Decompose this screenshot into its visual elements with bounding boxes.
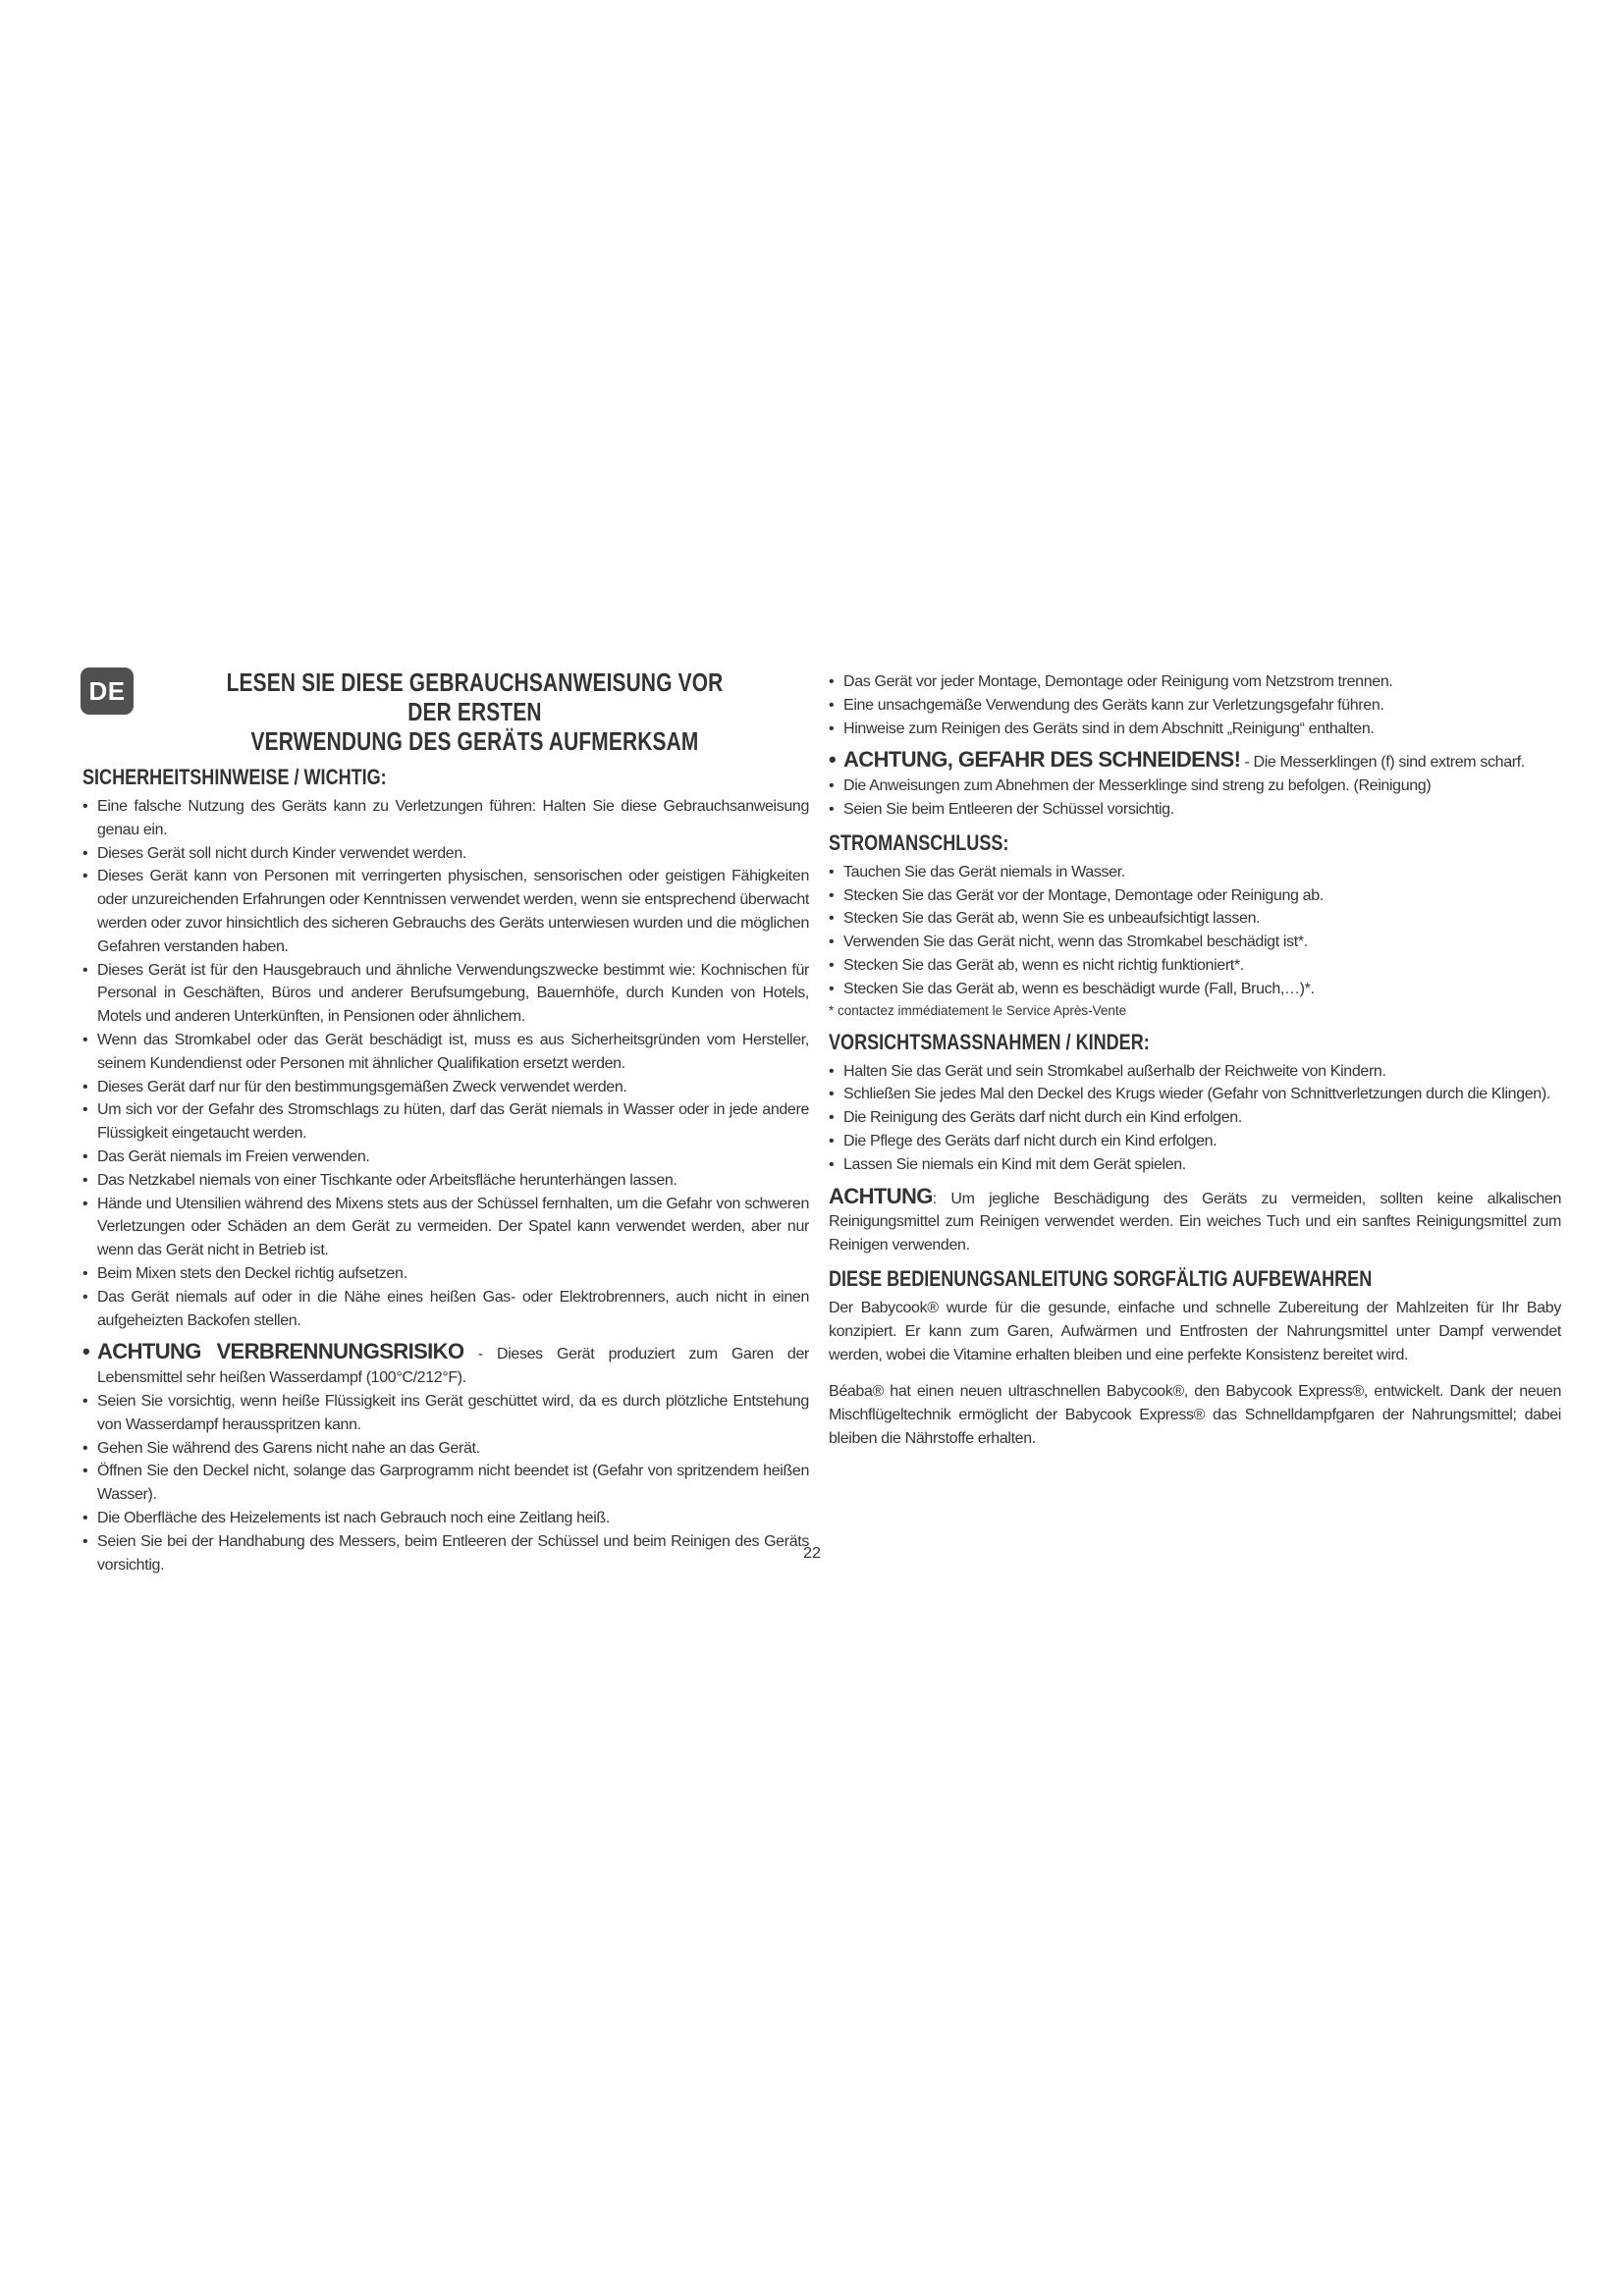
cut-warning bbox=[829, 748, 1561, 774]
express-paragraph: Béaba® hat einen neuen ultraschnellen Babycook®, den Babycook Express®, entwickelt. Dank der neuen Mischflügeltechnik ermöglicht der Babycook Express® das Schnelldampfgaren der Nahrungsmittel; dabei bleiben die Nährstoffe erhalten. bbox=[829, 1383, 1561, 1447]
page-title bbox=[218, 668, 731, 757]
list-item: • Um sich vor der Gefahr des Stromschlags zu hüten, darf das Gerät niemals in Wasser oder in jede andere Flüssigkeit eingetaucht werden. bbox=[82, 1098, 809, 1146]
cut-list bbox=[829, 774, 1561, 822]
service-note: * contactez immédiatement le Service Après-Vente bbox=[829, 1002, 1127, 1018]
list-item: • Die Anweisungen zum Abnehmen der Messerklinge sind streng zu befolgen. (Reinigung) bbox=[829, 774, 1561, 798]
list-item: • Seien Sie beim Entleeren der Schüssel vorsichtig. bbox=[829, 798, 1561, 822]
list-item: • Stecken Sie das Gerät ab, wenn es nicht richtig funktioniert*. bbox=[829, 954, 1561, 978]
right-column bbox=[829, 670, 1561, 1451]
left-column bbox=[82, 764, 809, 1576]
section-heading-safety: SICHERHEITSHINWEISE / WICHTIG: bbox=[82, 765, 387, 789]
list-item: • Dieses Gerät kann von Personen mit verringerten physischen, sensorischen oder geistigen Fähigkeiten oder unzureichenden Erfahrungen oder Kenntnissen verwendet werden, wenn sie entsprechend überwacht werden oder zuvor hinsichtlich des sicheren Gebrauchs des Geräts unterwiesen wurden und die möglichen Gefahren verstanden haben. bbox=[82, 865, 809, 958]
burn-warning bbox=[82, 1340, 809, 1390]
burn-warning-heading: ACHTUNG VERBRENNUNGSRISIKO bbox=[97, 1339, 464, 1364]
list-item: • Hinweise zum Reinigen des Geräts sind in dem Abschnitt „Reinigung“ enthalten. bbox=[829, 718, 1561, 741]
list-item: • Stecken Sie das Gerät ab, wenn es beschädigt wurde (Fall, Bruch,…)*. bbox=[829, 978, 1561, 1001]
list-item: • Eine falsche Nutzung des Geräts kann zu Verletzungen führen: Halten Sie diese Gebrauchsanweisung genau ein. bbox=[82, 795, 809, 842]
page-title-line-1: LESEN SIE DIESE GEBRAUCHSANWEISUNG VOR DER ERSTEN bbox=[226, 669, 724, 726]
list-item: • Schließen Sie jedes Mal den Deckel des Krugs wieder (Gefahr von Schnittverletzungen durch die Klingen). bbox=[829, 1083, 1561, 1106]
cleaning-notice-heading: ACHTUNG bbox=[829, 1183, 933, 1208]
list-item: • Eine unsachgemäße Verwendung des Geräts kann zur Verletzungsgefahr führen. bbox=[829, 694, 1561, 718]
list-item: • Gehen Sie während des Garens nicht nahe an das Gerät. bbox=[82, 1437, 809, 1461]
list-item: • Die Oberfläche des Heizelements ist nach Gebrauch noch eine Zeitlang heiß. bbox=[82, 1507, 809, 1530]
list-item: • Dieses Gerät darf nur für den bestimmungsgemäßen Zweck verwendet werden. bbox=[82, 1076, 809, 1099]
list-item: • Hände und Utensilien während des Mixens stets aus der Schüssel fernhalten, um die Gefahr von schweren Verletzungen oder Schäden an dem Gerät zu vermeiden. Der Spatel kann verwendet werden, aber nur wenn das Gerät nicht in Betrieb ist. bbox=[82, 1193, 809, 1262]
section-heading-children: VORSICHTSMASSNAHMEN / KINDER: bbox=[829, 1029, 1150, 1054]
cleaning-notice bbox=[829, 1185, 1561, 1257]
list-item: • Das Gerät niemals auf oder in die Nähe eines heißen Gas- oder Elektrobrenners, auch nicht in einen aufgeheizten Backofen stellen. bbox=[82, 1286, 809, 1333]
power-list bbox=[829, 861, 1561, 1001]
cut-warning-text: - Die Messerklingen (f) sind extrem scharf. bbox=[1240, 754, 1525, 772]
list-item: • Lassen Sie niemals ein Kind mit dem Gerät spielen. bbox=[829, 1153, 1561, 1177]
list-item: • Wenn das Stromkabel oder das Gerät beschädigt ist, muss es aus Sicherheitsgründen vom Hersteller, seinem Kundendienst oder Personen mit ähnlicher Qualifikation ersetzt werden. bbox=[82, 1029, 809, 1076]
list-item: • Verwenden Sie das Gerät nicht, wenn das Stromkabel beschädigt ist*. bbox=[829, 931, 1561, 954]
list-item: • Die Reinigung des Geräts darf nicht durch ein Kind erfolgen. bbox=[829, 1106, 1561, 1130]
list-item: • Das Gerät niemals im Freien verwenden. bbox=[82, 1146, 809, 1169]
language-badge: DE bbox=[81, 667, 134, 715]
section-heading-power: STROMANSCHLUSS: bbox=[829, 829, 1009, 855]
list-item: • Die Pflege des Geräts darf nicht durch ein Kind erfolgen. bbox=[829, 1130, 1561, 1153]
list-item: • Stecken Sie das Gerät ab, wenn Sie es unbeaufsichtigt lassen. bbox=[829, 907, 1561, 931]
list-item: • Stecken Sie das Gerät vor der Montage, Demontage oder Reinigung ab. bbox=[829, 884, 1561, 908]
list-item: • Halten Sie das Gerät und sein Stromkabel außerhalb der Reichweite von Kindern. bbox=[829, 1060, 1561, 1084]
list-item: • Das Netzkabel niemals von einer Tischkante oder Arbeitsfläche herunterhängen lassen. bbox=[82, 1169, 809, 1193]
section-heading-keep-manual: DIESE BEDIENUNGSANLEITUNG SORGFÄLTIG AUFBEWAHREN bbox=[829, 1265, 1373, 1291]
page-title-line-2: VERWENDUNG DES GERÄTS AUFMERKSAM bbox=[250, 728, 699, 756]
cut-warning-heading: ACHTUNG, GEFAHR DES SCHNEIDENS! bbox=[843, 747, 1241, 773]
safety-list bbox=[82, 795, 809, 1332]
page-number: 22 bbox=[803, 1545, 821, 1562]
list-item: • Dieses Gerät soll nicht durch Kinder verwendet werden. bbox=[82, 842, 809, 866]
list-item: • Öffnen Sie den Deckel nicht, solange das Garprogramm nicht beendet ist (Gefahr von spritzendem heißen Wasser). bbox=[82, 1460, 809, 1507]
list-item: • Tauchen Sie das Gerät niemals in Wasser. bbox=[829, 861, 1561, 884]
list-item: • Seien Sie vorsichtig, wenn heiße Flüssigkeit ins Gerät geschüttet wird, da es durch plötzliche Entstehung von Wasserdampf herausspritzen kann. bbox=[82, 1390, 809, 1437]
list-item: • Seien Sie bei der Handhabung des Messers, beim Entleeren der Schüssel und beim Reinigen des Geräts vorsichtig. bbox=[82, 1530, 809, 1577]
cleaning-notice-text: : Um jegliche Beschädigung des Geräts zu vermeiden, sollten keine alkalischen Reinigungsmittel zum Reinigen verwendet werden. Ein weiches Tuch und ein sanftes Reinigungsmittel zum Reinigen verwenden. bbox=[829, 1190, 1561, 1255]
list-item: • Dieses Gerät ist für den Hausgebrauch und ähnliche Verwendungszwecke bestimmt wie: Kochnischen für Personal in Geschäften, Büros und anderer Berufsumgebung, Bauernhöfe, durch Kunden von Hotels, Motels und anderen Unterkünften, in Pensionen oder ähnlichem. bbox=[82, 959, 809, 1029]
intro-paragraph: Der Babycook® wurde für die gesunde, einfache und schnelle Zubereitung der Mahlzeiten für Ihr Baby konzipiert. Er kann zum Garen, Aufwärmen und Entfrosten der Nahrungsmittel unter Dampf verwendet werden, wobei die Vitamine erhalten bleiben und eine perfekte Konsistenz bereitet wird. bbox=[829, 1299, 1561, 1363]
list-item: • Das Gerät vor jeder Montage, Demontage oder Reinigung vom Netzstrom trennen. bbox=[829, 670, 1561, 694]
list-item: • Beim Mixen stets den Deckel richtig aufsetzen. bbox=[82, 1262, 809, 1286]
burn-warning-text: - Dieses Gerät produziert zum Garen der Lebensmittel sehr heißen Wasserdampf (100°C/212°F). bbox=[97, 1346, 809, 1387]
children-list bbox=[829, 1060, 1561, 1177]
disconnect-list bbox=[829, 670, 1561, 740]
